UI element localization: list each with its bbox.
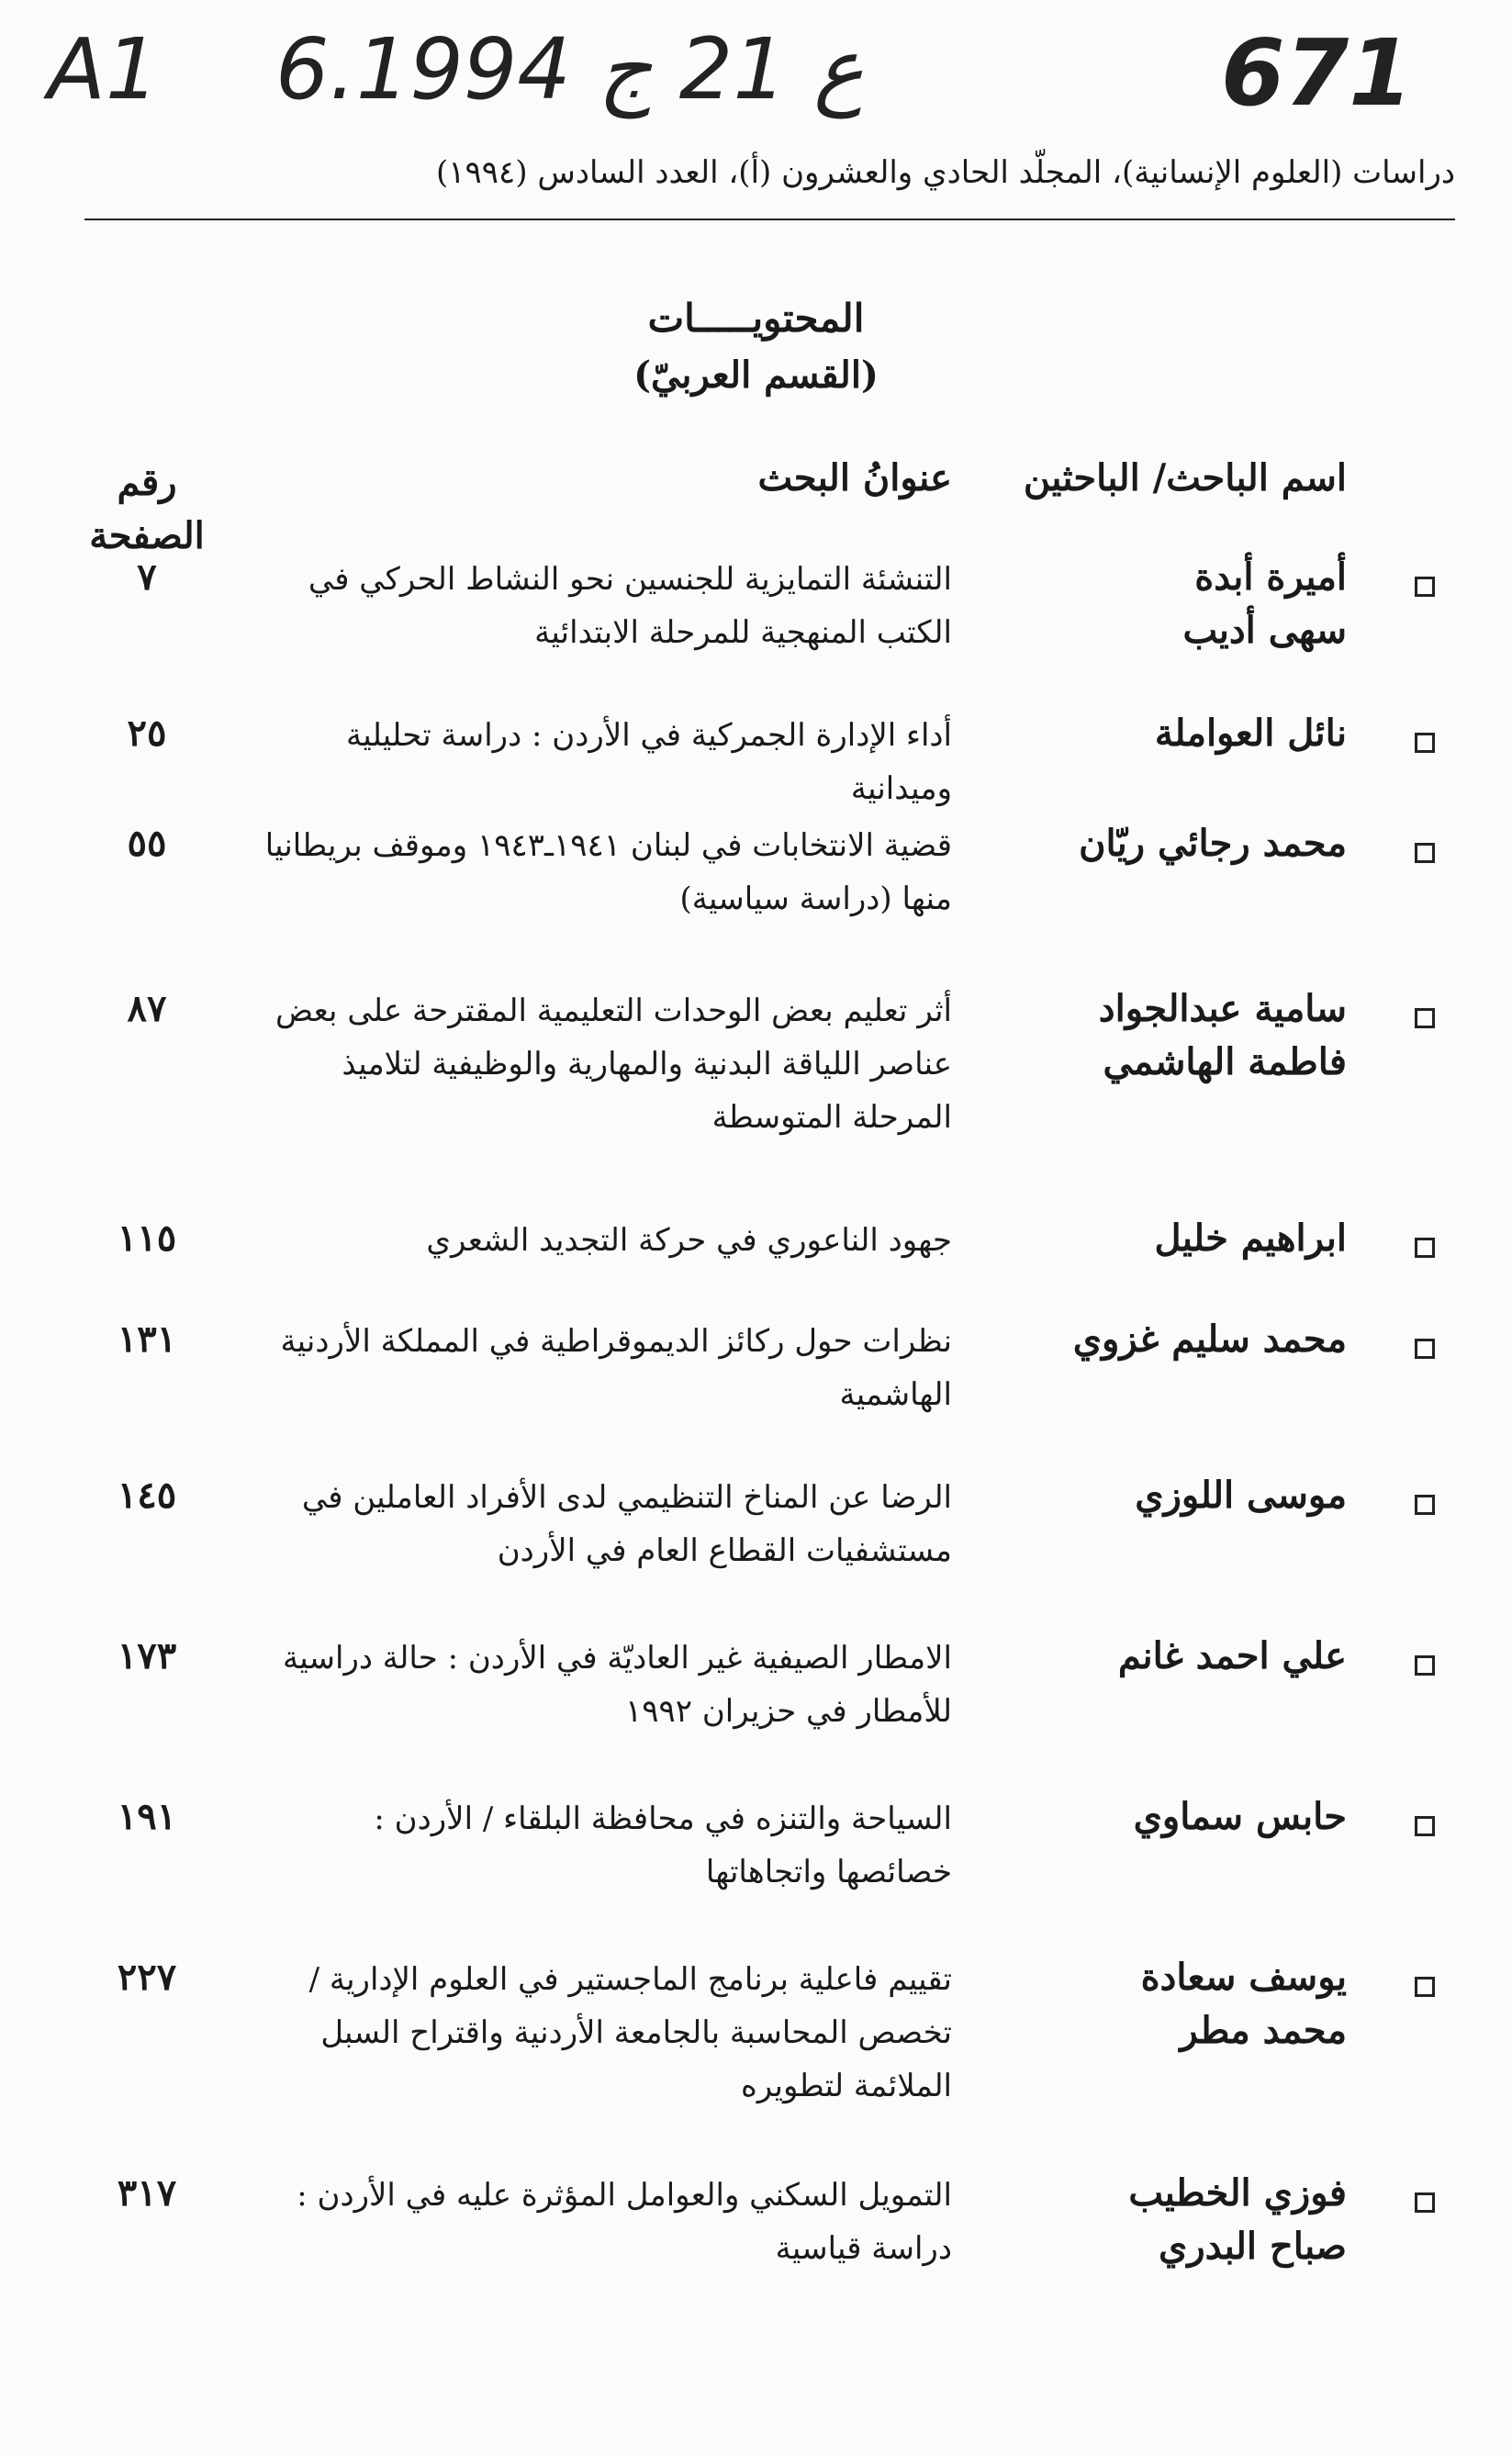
header-divider xyxy=(84,219,1455,220)
entry-title: تقييم فاعلية برنامج الماجستير في العلوم الإدارية / تخصص المحاسبة بالجامعة الأردنية واقتراح السبل الملائمة لتطويره xyxy=(308,1961,952,2104)
author-name: موسى اللوزي xyxy=(1135,1474,1347,1517)
entry-title: أثر تعليم بعض الوحدات التعليمية المقترحة على بعض عناصر اللياقة البدنية والمهارية والوظيفية لتلاميذ المرحلة المتوسطة xyxy=(275,992,952,1136)
author-name: فاطمة الهاشمي xyxy=(1103,1040,1347,1083)
checkbox-square-icon xyxy=(1415,2192,1435,2213)
handwritten-issue-note: 6.ع 21 ج 1994 xyxy=(275,20,865,118)
entry-title: أداء الإدارة الجمركية في الأردن : دراسة تحليلية وميدانية xyxy=(346,717,952,807)
journal-header: دراسات (العلوم الإنسانية)، المجلّد الحادي والعشرون (أ)، العدد السادس (١٩٩٤) xyxy=(436,154,1455,191)
checkbox-square-icon xyxy=(1415,1339,1435,1359)
author-name: صباح البدري xyxy=(1159,2225,1347,2268)
entry-page-number: ١٤٥ xyxy=(117,1474,177,1517)
entry-page-number: ٢٢٧ xyxy=(117,1956,177,1999)
checkbox-square-icon xyxy=(1415,1008,1435,1028)
checkbox-square-icon xyxy=(1415,1816,1435,1836)
checkbox-square-icon xyxy=(1415,1238,1435,1258)
column-header-page: رقم الصفحة xyxy=(89,461,205,557)
entry-page-number: ١٩١ xyxy=(117,1795,177,1838)
author-name: محمد رجائي ريّان xyxy=(1079,822,1347,865)
checkbox-square-icon xyxy=(1415,1655,1435,1676)
contents-title: المحتويـــــات xyxy=(647,296,865,341)
entry-authors xyxy=(1025,1313,1347,1366)
author-name: حابس سماوي xyxy=(1133,1795,1347,1838)
entry-authors xyxy=(1025,707,1347,760)
entry-title: جهود الناعوري في حركة التجديد الشعري xyxy=(426,1222,952,1259)
checkbox-square-icon xyxy=(1415,577,1435,597)
author-name: يوسف سعادة xyxy=(1140,1956,1347,1999)
entry-page-number: ١٧٣ xyxy=(117,1634,177,1677)
entry-authors xyxy=(1025,2167,1347,2273)
author-name: علي احمد غانم xyxy=(1117,1634,1347,1677)
entry-page-number: ١٣١ xyxy=(117,1318,177,1361)
author-name: فوزي الخطيب xyxy=(1128,2171,1347,2215)
column-header-title: عنوانُ البحث xyxy=(757,456,952,499)
author-name: محمد مطر xyxy=(1180,2009,1347,2052)
entry-authors xyxy=(1025,817,1347,870)
entry-title: التنشئة التمايزية للجنسين نحو النشاط الحركي في الكتب المنهجية للمرحلة الابتدائية xyxy=(308,561,952,651)
handwritten-code: A1 xyxy=(48,20,160,118)
entry-page-number: ٥٥ xyxy=(127,822,167,865)
checkbox-square-icon xyxy=(1415,1495,1435,1515)
entry-page-number: ٣١٧ xyxy=(117,2171,177,2215)
author-name: سامية عبدالجواد xyxy=(1098,987,1347,1030)
author-name: محمد سليم غزوي xyxy=(1072,1318,1347,1361)
entry-authors xyxy=(1025,1469,1347,1522)
entry-title: السياحة والتنزه في محافظة البلقاء / الأردن : خصائصها واتجاهاتها xyxy=(374,1800,952,1890)
entry-title: الامطار الصيفية غير العاديّة في الأردن : حالة دراسية للأمطار في حزيران ١٩٩٢ xyxy=(283,1640,952,1730)
entry-authors xyxy=(1025,551,1347,657)
column-header-author: اسم الباحث/ الباحثين xyxy=(1023,456,1347,499)
entry-title: الرضا عن المناخ التنظيمي لدى الأفراد العاملين في مستشفيات القطاع العام في الأردن xyxy=(301,1479,952,1569)
entry-page-number: ١١٥ xyxy=(117,1217,177,1260)
entry-title: التمويل السكني والعوامل المؤثرة عليه في الأردن : دراسة قياسية xyxy=(297,2177,952,2267)
entry-title: نظرات حول ركائز الديموقراطية في المملكة الأردنية الهاشمية xyxy=(280,1323,952,1413)
section-title: (القسم العربيّ) xyxy=(633,353,879,397)
entry-authors xyxy=(1025,1790,1347,1844)
checkbox-square-icon xyxy=(1415,1977,1435,1997)
checkbox-square-icon xyxy=(1415,733,1435,753)
entry-authors xyxy=(1025,1212,1347,1265)
author-name: أميرة أبدة xyxy=(1194,555,1347,599)
author-name: نائل العواملة xyxy=(1154,712,1347,755)
author-name: ابراهيم خليل xyxy=(1154,1217,1347,1260)
entry-title: قضية الانتخابات في لبنان ١٩٤١ـ١٩٤٣ وموقف بريطانيا منها (دراسة سياسية) xyxy=(264,827,952,917)
entry-authors xyxy=(1025,982,1347,1089)
entry-authors xyxy=(1025,1630,1347,1683)
entry-page-number: ٢٥ xyxy=(127,712,167,755)
entry-page-number: ٨٧ xyxy=(127,987,167,1030)
entry-page-number: ٧ xyxy=(137,555,157,599)
entry-authors xyxy=(1025,1951,1347,2058)
handwritten-number: 671 xyxy=(1221,19,1413,127)
author-name: سهى أديب xyxy=(1182,609,1347,652)
checkbox-square-icon xyxy=(1415,843,1435,863)
